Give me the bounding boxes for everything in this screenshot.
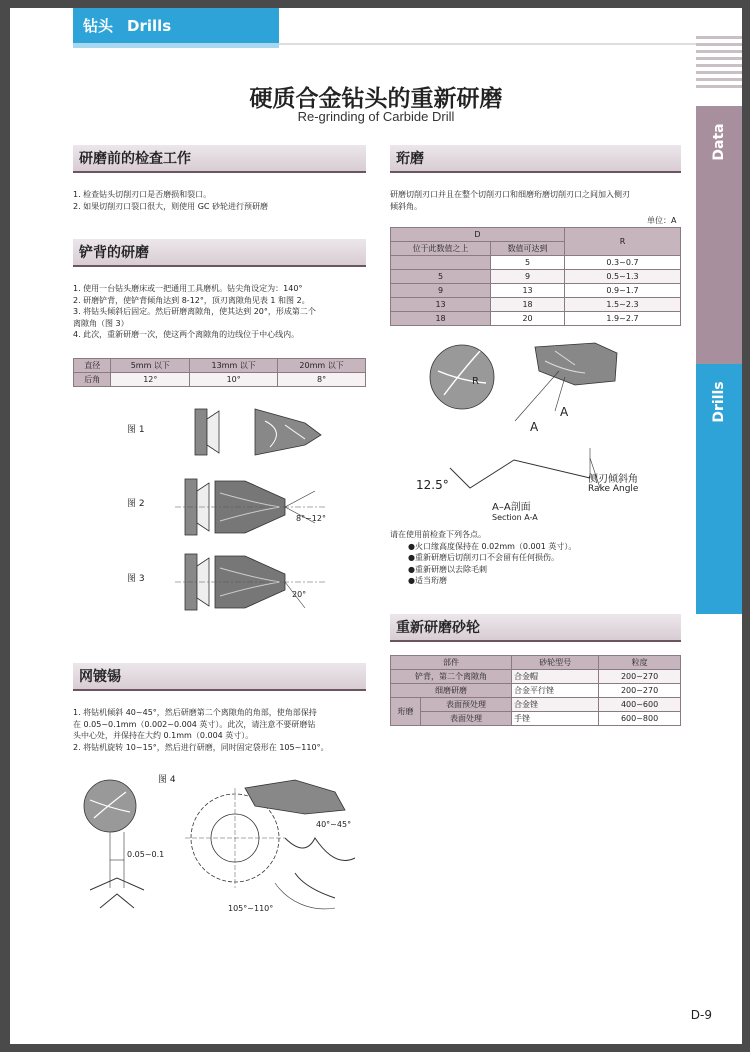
fig2-drawing — [175, 473, 375, 543]
check-item: ●重新研磨后切削刃口不会留有任何损伤。 — [408, 553, 559, 562]
thinning-line: 头中心处，并保持在大约 0.1mm（0.004 英寸）。 — [73, 731, 254, 740]
col-header: 数值可达到 — [491, 242, 565, 256]
side-tab-data[interactable] — [696, 106, 742, 364]
thinning-text — [73, 707, 373, 753]
col-header: R — [565, 228, 681, 256]
honing-unit: 单位：A — [647, 216, 677, 225]
inspect-text — [73, 189, 373, 212]
col-header: D — [391, 228, 565, 242]
check-title: 请在使用前检查下列各点。 — [390, 530, 486, 539]
table-cell: 0.5~1.3 — [565, 270, 681, 284]
fig3-angle: 20° — [292, 590, 307, 599]
header-rule — [279, 43, 699, 45]
relief-angle-table — [73, 358, 366, 387]
honing-table — [390, 227, 681, 326]
row-header: 后角 — [74, 373, 111, 387]
relief-line: 3. 将钻头倾斜后固定。然后研磨离隙角，使其达到 20°，形成第二个 — [73, 307, 316, 316]
honing-side-view — [515, 341, 635, 421]
table-cell: 8° — [278, 373, 366, 387]
thinning-heading: 网镀锡 — [73, 663, 366, 691]
check-item: ●火口缘高度保持在 0.02mm（0.001 英寸）。 — [408, 541, 577, 551]
side-tab-data-label: Data — [711, 123, 727, 161]
header-zh: 钻头 — [83, 17, 114, 35]
fig4-web-view — [185, 778, 385, 918]
inspect-line: 2. 如果切削刃口裂口很大，则使用 GC 砂轮进行预研磨 — [73, 201, 269, 211]
check-item: ●适当珩磨 — [408, 576, 447, 585]
col-header: 位于此数值之上 — [391, 242, 491, 256]
fig3-label: 图 3 — [127, 574, 145, 584]
thinning-line: 2. 将钻机旋转 10~15°，然后进行研磨，同时固定袋形在 105~110°。 — [73, 742, 329, 752]
relief-line: 4. 此次，重新研磨一次，使这两个离隙角的边线位于中心线内。 — [73, 330, 300, 339]
honing-heading: 珩磨 — [390, 145, 681, 173]
table-cell: 0.9~1.7 — [565, 284, 681, 298]
table-cell: 18 — [391, 312, 491, 326]
table-cell: 5 — [491, 256, 565, 270]
honing-text — [390, 189, 690, 212]
rake-angle-zh: 侧刃倾斜角 — [588, 474, 638, 485]
fig1-label: 图 1 — [127, 425, 145, 435]
honing-end-view — [428, 341, 508, 421]
honing-label-r: R — [472, 376, 479, 387]
col-header: 砂轮型号 — [512, 656, 599, 670]
fig1-drawing — [185, 401, 365, 461]
page-title: 硬质合金钻头的重新研磨 — [249, 86, 503, 112]
relief-heading: 铲背的研磨 — [73, 239, 366, 267]
inspect-heading: 研磨前的检查工作 — [73, 145, 366, 173]
fig2-label: 图 2 — [127, 499, 145, 509]
table-cell: 细磨研磨 — [391, 684, 512, 698]
side-tab-drills[interactable] — [696, 364, 742, 614]
fig4-angle-b: 105°~110° — [228, 904, 274, 913]
side-tab-drills-label: Drills — [711, 381, 727, 423]
table-cell: 表面预处理 — [421, 698, 512, 712]
col-header: 13mm 以下 — [190, 359, 278, 373]
table-cell: 1.9~2.7 — [565, 312, 681, 326]
honing-line: 研磨切削刃口并且在整个切削刃口和细磨珩磨切削刃口之间加入侧刃 — [390, 190, 630, 199]
wheel-heading: 重新研磨砂轮 — [390, 614, 681, 642]
table-cell: 合金锉 — [512, 698, 599, 712]
table-cell: 合金帽 — [512, 670, 599, 684]
honing-label-a2: A — [530, 420, 539, 434]
table-cell: 12° — [111, 373, 190, 387]
table-cell: 表面处理 — [421, 712, 512, 726]
table-cell: 18 — [491, 298, 565, 312]
fig4-dimension: 0.05~0.1 — [127, 850, 165, 859]
section-label-en: Section A-A — [492, 513, 538, 522]
table-cell: 13 — [391, 298, 491, 312]
thinning-line: 在 0.05~0.1mm（0.002~0.004 英寸）。此次，请注意不要研磨钻 — [73, 719, 316, 729]
check-list — [390, 529, 690, 587]
col-header: 20mm 以下 — [278, 359, 366, 373]
section-label-zh: A–A剖面 — [492, 502, 531, 513]
col-header: 粒度 — [599, 656, 681, 670]
fig4-label: 图 4 — [158, 775, 176, 785]
page-number: D-9 — [690, 1008, 712, 1022]
header-en: Drills — [127, 16, 172, 35]
relief-line: 1. 使用一台钻头磨床或一把通用工具磨机。钻尖角设定为：140° — [73, 284, 303, 293]
inspect-line: 1. 检查钻头切削刃口是否磨损和裂口。 — [73, 190, 212, 199]
col-header: 部件 — [391, 656, 512, 670]
catalog-page — [10, 8, 742, 1044]
fig4-angle-a: 40°~45° — [316, 820, 352, 829]
table-cell: 13 — [491, 284, 565, 298]
table-cell: 手锉 — [512, 712, 599, 726]
table-cell: 10° — [190, 373, 278, 387]
section-header-tab — [73, 8, 279, 48]
table-cell: 0.3~0.7 — [565, 256, 681, 270]
check-item: ●重新研磨以去除毛刺 — [408, 564, 487, 574]
table-cell: 1.5~2.3 — [565, 298, 681, 312]
table-cell: 20 — [491, 312, 565, 326]
table-cell: 600~800 — [599, 712, 681, 726]
table-cell: 200~270 — [599, 670, 681, 684]
table-cell — [391, 256, 491, 270]
col-header: 5mm 以下 — [111, 359, 190, 373]
fig4-point-view — [80, 778, 180, 918]
fig3-drawing — [175, 548, 375, 618]
rake-angle-en: Rake Angle — [588, 484, 639, 494]
relief-line: 2. 研磨铲背，使铲背倾角达到 8-12°，顶刃离隙角见表 1 和图 2。 — [73, 295, 310, 305]
table-cell: 铲背，第二个离隙角 — [391, 670, 512, 684]
honing-angle: 12.5° — [416, 478, 449, 492]
table-cell: 珩磨 — [391, 698, 421, 726]
table-cell: 200~270 — [599, 684, 681, 698]
relief-text — [73, 283, 373, 341]
table-cell: 9 — [391, 284, 491, 298]
table-cell: 5 — [391, 270, 491, 284]
fig2-angle: 8°~12° — [296, 514, 326, 523]
wheel-table — [390, 655, 681, 726]
table-cell: 9 — [491, 270, 565, 284]
table-cell: 400~600 — [599, 698, 681, 712]
honing-line: 倾斜角。 — [390, 201, 422, 211]
page-subtitle: Re-grinding of Carbide Drill — [297, 109, 455, 124]
table-cell: 合金平行锉 — [512, 684, 599, 698]
honing-label-a1: A — [560, 405, 569, 419]
relief-line: 离隙角（图 3） — [73, 318, 129, 328]
thinning-line: 1. 将钻机倾斜 40~45°，然后研磨第二个离隙角的角部，使角部保持 — [73, 708, 317, 717]
col-header: 直径 — [74, 359, 111, 373]
